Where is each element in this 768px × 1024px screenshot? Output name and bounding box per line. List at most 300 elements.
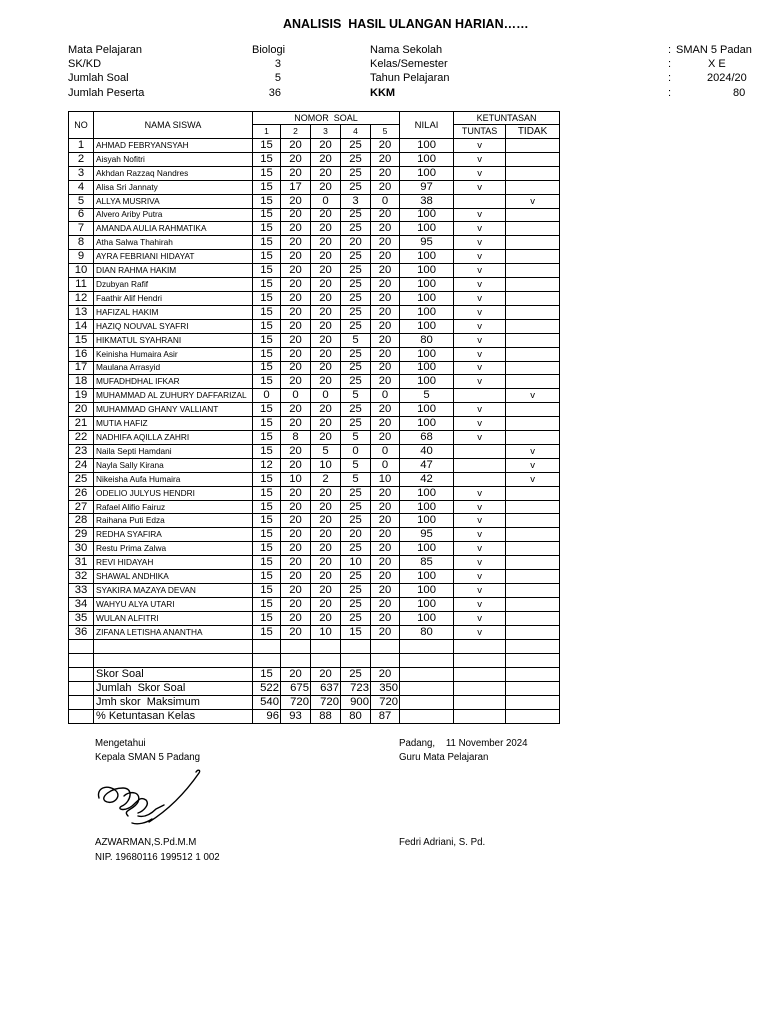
student-score: 100	[400, 361, 454, 375]
question-count-label: Jumlah Soal	[68, 72, 129, 84]
failed-mark	[506, 222, 560, 236]
question-score-1: 15	[253, 180, 281, 194]
question-score-4: 25	[341, 611, 371, 625]
summary-label: Skor Soal	[94, 667, 253, 681]
student-number: 19	[69, 389, 94, 403]
question-score-5: 20	[371, 528, 400, 542]
summary-value-1: 540	[253, 695, 281, 709]
passed-mark: v	[454, 500, 506, 514]
student-score: 100	[400, 139, 454, 153]
question-score-4: 25	[341, 597, 371, 611]
student-score: 100	[400, 291, 454, 305]
student-name: HAFIZAL HAKIM	[94, 305, 253, 319]
student-score: 100	[400, 542, 454, 556]
failed-mark: v	[506, 458, 560, 472]
student-row	[69, 584, 560, 598]
failed-mark	[506, 139, 560, 153]
student-number: 7	[69, 222, 94, 236]
empty-cell	[94, 639, 253, 653]
question-score-1: 15	[253, 597, 281, 611]
participant-count-value: 36	[268, 87, 281, 99]
question-score-2: 20	[281, 542, 311, 556]
failed-mark	[506, 264, 560, 278]
passed-mark: v	[454, 584, 506, 598]
passed-mark: v	[454, 305, 506, 319]
student-row	[69, 500, 560, 514]
failed-mark	[506, 542, 560, 556]
student-number: 5	[69, 194, 94, 208]
student-score: 85	[400, 556, 454, 570]
question-score-2: 20	[281, 278, 311, 292]
question-score-3: 20	[311, 250, 341, 264]
principal-name: AZWARMAN,S.Pd.M.M	[95, 837, 197, 848]
summary-value-4: 723	[341, 681, 371, 695]
student-score: 100	[400, 152, 454, 166]
question-score-3: 20	[311, 486, 341, 500]
passed-mark: v	[454, 236, 506, 250]
question-score-2: 20	[281, 584, 311, 598]
question-score-5: 20	[371, 347, 400, 361]
signature	[93, 764, 208, 828]
student-number: 16	[69, 347, 94, 361]
question-score-1: 12	[253, 458, 281, 472]
question-score-2: 20	[281, 333, 311, 347]
passed-mark: v	[454, 264, 506, 278]
header-student-name: NAMA SISWA	[94, 112, 253, 139]
failed-mark: v	[506, 444, 560, 458]
student-row	[69, 514, 560, 528]
student-number: 28	[69, 514, 94, 528]
passed-mark: v	[454, 625, 506, 639]
student-row	[69, 180, 560, 194]
passed-mark: v	[454, 403, 506, 417]
student-score: 80	[400, 625, 454, 639]
student-number: 13	[69, 305, 94, 319]
student-name: AYRA FEBRIANI HIDAYAT	[94, 250, 253, 264]
summary-value-3: 88	[311, 709, 341, 723]
student-name: Nayla Sally Kirana	[94, 458, 253, 472]
question-score-2: 20	[281, 611, 311, 625]
question-score-4: 25	[341, 542, 371, 556]
passed-mark: v	[454, 139, 506, 153]
question-score-4: 25	[341, 403, 371, 417]
student-score: 100	[400, 166, 454, 180]
student-number: 6	[69, 208, 94, 222]
question-score-1: 15	[253, 570, 281, 584]
failed-mark	[506, 500, 560, 514]
student-name: Restu Prima Zalwa	[94, 542, 253, 556]
question-score-2: 20	[281, 458, 311, 472]
passed-mark: v	[454, 180, 506, 194]
empty-cell	[506, 667, 560, 681]
question-score-3: 20	[311, 528, 341, 542]
empty-cell	[400, 681, 454, 695]
student-score: 100	[400, 514, 454, 528]
student-score: 5	[400, 389, 454, 403]
student-name: ALLYA MUSRIVA	[94, 194, 253, 208]
question-score-5: 0	[371, 444, 400, 458]
failed-mark	[506, 180, 560, 194]
student-name: WAHYU ALYA UTARI	[94, 597, 253, 611]
student-number: 36	[69, 625, 94, 639]
question-score-4: 25	[341, 291, 371, 305]
empty-cell	[69, 653, 94, 667]
question-score-5: 20	[371, 333, 400, 347]
question-score-3: 20	[311, 542, 341, 556]
empty-cell	[371, 639, 400, 653]
passed-mark	[454, 389, 506, 403]
question-score-4: 25	[341, 208, 371, 222]
question-score-3: 20	[311, 431, 341, 445]
student-score: 100	[400, 250, 454, 264]
empty-cell	[400, 653, 454, 667]
school-year-label: Tahun Pelajaran	[370, 72, 450, 84]
student-score: 42	[400, 472, 454, 486]
student-name: SYAKIRA MAZAYA DEVAN	[94, 584, 253, 598]
question-score-3: 20	[311, 403, 341, 417]
question-score-2: 20	[281, 305, 311, 319]
question-score-4: 25	[341, 180, 371, 194]
student-number: 1	[69, 139, 94, 153]
question-score-2: 20	[281, 194, 311, 208]
empty-cell	[69, 695, 94, 709]
question-score-5: 20	[371, 542, 400, 556]
empty-cell	[311, 639, 341, 653]
question-score-1: 15	[253, 264, 281, 278]
question-score-3: 20	[311, 278, 341, 292]
question-score-1: 15	[253, 486, 281, 500]
passed-mark: v	[454, 152, 506, 166]
question-score-5: 20	[371, 250, 400, 264]
passed-mark: v	[454, 278, 506, 292]
failed-mark	[506, 152, 560, 166]
passed-mark: v	[454, 222, 506, 236]
school-name-label: Nama Sekolah	[370, 44, 443, 56]
empty-cell	[281, 653, 311, 667]
question-score-2: 20	[281, 375, 311, 389]
question-score-5: 20	[371, 417, 400, 431]
passed-mark: v	[454, 570, 506, 584]
student-number: 31	[69, 556, 94, 570]
student-name: WULAN ALFITRI	[94, 611, 253, 625]
failed-mark	[506, 611, 560, 625]
question-score-3: 20	[311, 208, 341, 222]
failed-mark: v	[506, 194, 560, 208]
question-score-2: 20	[281, 291, 311, 305]
passed-mark: v	[454, 208, 506, 222]
question-score-4: 25	[341, 264, 371, 278]
student-row	[69, 625, 560, 639]
empty-cell	[341, 639, 371, 653]
student-score: 100	[400, 264, 454, 278]
passed-mark	[454, 472, 506, 486]
question-score-4: 15	[341, 625, 371, 639]
question-score-2: 20	[281, 361, 311, 375]
question-score-1: 15	[253, 236, 281, 250]
header-question-1: 1	[253, 125, 281, 139]
acknowledged-label: Mengetahui	[95, 738, 146, 749]
question-score-5: 20	[371, 570, 400, 584]
student-name: Atha Salwa Thahirah	[94, 236, 253, 250]
student-score: 100	[400, 222, 454, 236]
empty-cell	[371, 653, 400, 667]
question-score-4: 25	[341, 278, 371, 292]
question-score-1: 15	[253, 500, 281, 514]
question-score-4: 25	[341, 305, 371, 319]
question-score-5: 20	[371, 514, 400, 528]
question-score-2: 20	[281, 139, 311, 153]
student-name: MUHAMMAD GHANY VALLIANT	[94, 403, 253, 417]
student-row	[69, 542, 560, 556]
question-score-4: 25	[341, 319, 371, 333]
student-score: 100	[400, 584, 454, 598]
question-score-3: 10	[311, 458, 341, 472]
student-number: 17	[69, 361, 94, 375]
header-question-2: 2	[281, 125, 311, 139]
summary-value-5: 20	[371, 667, 400, 681]
question-score-3: 20	[311, 347, 341, 361]
failed-mark	[506, 403, 560, 417]
question-score-5: 0	[371, 389, 400, 403]
summary-row	[69, 695, 560, 709]
student-score: 100	[400, 597, 454, 611]
question-score-1: 15	[253, 514, 281, 528]
signature-stroke	[124, 793, 139, 816]
student-name: REDHA SYAFIRA	[94, 528, 253, 542]
student-score: 100	[400, 305, 454, 319]
empty-cell	[69, 667, 94, 681]
failed-mark	[506, 291, 560, 305]
student-score: 100	[400, 319, 454, 333]
question-score-4: 25	[341, 222, 371, 236]
failed-mark	[506, 319, 560, 333]
student-row	[69, 222, 560, 236]
question-score-2: 20	[281, 152, 311, 166]
question-score-2: 20	[281, 556, 311, 570]
question-score-4: 5	[341, 472, 371, 486]
question-score-5: 20	[371, 291, 400, 305]
student-number: 29	[69, 528, 94, 542]
question-score-4: 0	[341, 444, 371, 458]
question-score-2: 20	[281, 500, 311, 514]
passed-mark: v	[454, 514, 506, 528]
header-score: NILAI	[400, 112, 454, 139]
question-score-2: 0	[281, 389, 311, 403]
question-score-4: 25	[341, 347, 371, 361]
student-number: 35	[69, 611, 94, 625]
empty-cell	[454, 639, 506, 653]
competency-value: 3	[274, 58, 281, 70]
question-score-3: 20	[311, 305, 341, 319]
student-number: 15	[69, 333, 94, 347]
failed-mark	[506, 597, 560, 611]
student-number: 8	[69, 236, 94, 250]
question-score-3: 20	[311, 152, 341, 166]
question-score-3: 5	[311, 444, 341, 458]
student-row	[69, 208, 560, 222]
student-row	[69, 194, 560, 208]
question-score-1: 15	[253, 278, 281, 292]
summary-value-1: 15	[253, 667, 281, 681]
question-score-1: 15	[253, 166, 281, 180]
student-score: 68	[400, 431, 454, 445]
student-name: HIKMATUL SYAHRANI	[94, 333, 253, 347]
question-score-2: 17	[281, 180, 311, 194]
question-score-3: 20	[311, 319, 341, 333]
question-score-5: 20	[371, 403, 400, 417]
question-score-1: 15	[253, 208, 281, 222]
question-score-5: 20	[371, 264, 400, 278]
student-row	[69, 486, 560, 500]
question-score-1: 15	[253, 305, 281, 319]
class-semester-colon: :	[668, 58, 672, 70]
empty-cell	[506, 709, 560, 723]
failed-mark	[506, 486, 560, 500]
student-row	[69, 264, 560, 278]
question-score-1: 15	[253, 403, 281, 417]
failed-mark	[506, 431, 560, 445]
question-score-4: 5	[341, 458, 371, 472]
question-score-4: 25	[341, 514, 371, 528]
question-score-2: 8	[281, 431, 311, 445]
question-score-1: 15	[253, 250, 281, 264]
question-score-3: 20	[311, 222, 341, 236]
student-row	[69, 611, 560, 625]
empty-cell	[454, 695, 506, 709]
failed-mark	[506, 584, 560, 598]
summary-value-2: 93	[281, 709, 311, 723]
student-number: 32	[69, 570, 94, 584]
question-score-1: 15	[253, 347, 281, 361]
failed-mark	[506, 333, 560, 347]
student-row	[69, 305, 560, 319]
header-question-3: 3	[311, 125, 341, 139]
question-score-1: 0	[253, 389, 281, 403]
student-score: 100	[400, 486, 454, 500]
student-name: Raihana Puti Edza	[94, 514, 253, 528]
failed-mark	[506, 278, 560, 292]
student-number: 20	[69, 403, 94, 417]
question-score-2: 20	[281, 236, 311, 250]
question-score-1: 15	[253, 139, 281, 153]
question-score-2: 20	[281, 264, 311, 278]
student-name: AHMAD FEBRYANSYAH	[94, 139, 253, 153]
question-score-1: 15	[253, 222, 281, 236]
header-question-4: 4	[341, 125, 371, 139]
failed-mark	[506, 208, 560, 222]
student-number: 11	[69, 278, 94, 292]
passed-mark: v	[454, 542, 506, 556]
question-score-1: 15	[253, 152, 281, 166]
student-number: 30	[69, 542, 94, 556]
kkm-colon: :	[668, 87, 672, 99]
passed-mark	[454, 194, 506, 208]
empty-cell	[69, 681, 94, 695]
student-score: 100	[400, 403, 454, 417]
question-score-3: 20	[311, 375, 341, 389]
empty-cell	[253, 639, 281, 653]
question-score-1: 15	[253, 417, 281, 431]
student-number: 23	[69, 444, 94, 458]
empty-cell	[506, 681, 560, 695]
failed-mark	[506, 625, 560, 639]
passed-mark	[454, 458, 506, 472]
question-score-5: 20	[371, 431, 400, 445]
student-number: 10	[69, 264, 94, 278]
subject-value: Biologi	[252, 44, 286, 56]
summary-value-2: 20	[281, 667, 311, 681]
question-score-4: 25	[341, 152, 371, 166]
student-number: 24	[69, 458, 94, 472]
question-score-3: 2	[311, 472, 341, 486]
empty-cell	[400, 639, 454, 653]
school-year-value: 2024/20	[707, 72, 747, 84]
student-name: Akhdan Razzaq Nandres	[94, 166, 253, 180]
summary-value-1: 96	[253, 709, 281, 723]
student-score: 100	[400, 417, 454, 431]
teacher-name: Fedri Adriani, S. Pd.	[399, 837, 486, 848]
student-name: Maulana Arrasyid	[94, 361, 253, 375]
failed-mark	[506, 347, 560, 361]
passed-mark: v	[454, 556, 506, 570]
question-score-4: 25	[341, 139, 371, 153]
question-score-4: 20	[341, 236, 371, 250]
student-number: 34	[69, 597, 94, 611]
failed-mark: v	[506, 472, 560, 486]
question-score-3: 20	[311, 333, 341, 347]
question-score-4: 25	[341, 500, 371, 514]
question-score-2: 10	[281, 472, 311, 486]
empty-cell	[341, 653, 371, 667]
empty-cell	[400, 667, 454, 681]
principal-title: Kepala SMAN 5 Padang	[95, 752, 201, 763]
student-row	[69, 139, 560, 153]
question-score-2: 20	[281, 222, 311, 236]
student-score: 38	[400, 194, 454, 208]
student-row	[69, 291, 560, 305]
question-score-5: 20	[371, 305, 400, 319]
student-number: 26	[69, 486, 94, 500]
passed-mark: v	[454, 250, 506, 264]
class-semester-value: X E	[708, 58, 726, 70]
summary-value-5: 350	[371, 681, 400, 695]
failed-mark	[506, 305, 560, 319]
student-score: 100	[400, 278, 454, 292]
failed-mark	[506, 166, 560, 180]
summary-label: Jmh skor Maksimum	[94, 695, 253, 709]
question-score-5: 20	[371, 166, 400, 180]
student-name: AMANDA AULIA RAHMATIKA	[94, 222, 253, 236]
student-number: 14	[69, 319, 94, 333]
passed-mark: v	[454, 611, 506, 625]
student-row	[69, 458, 560, 472]
question-score-2: 20	[281, 347, 311, 361]
failed-mark	[506, 528, 560, 542]
document-title: ANALISIS HASIL ULANGAN HARIAN……	[283, 17, 529, 31]
student-name: ODELIO JULYUS HENDRI	[94, 486, 253, 500]
failed-mark	[506, 570, 560, 584]
student-name: Naila Septi Hamdani	[94, 444, 253, 458]
question-score-5: 20	[371, 139, 400, 153]
student-row	[69, 361, 560, 375]
summary-row	[69, 681, 560, 695]
question-score-1: 15	[253, 472, 281, 486]
student-row	[69, 152, 560, 166]
empty-cell	[69, 639, 94, 653]
student-row	[69, 570, 560, 584]
teacher-title: Guru Mata Pelajaran	[399, 752, 489, 763]
student-row	[69, 556, 560, 570]
